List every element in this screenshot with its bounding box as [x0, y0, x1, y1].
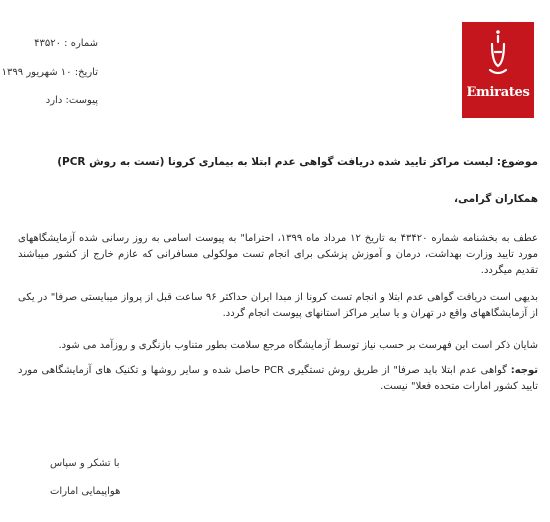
paragraph-circular-reference: عطف به بخشنامه شماره ۴۳۴۲۰ به تاریخ ۱۲ مرداد ماه ۱۳۹۹، احتراما" به پیوست اسامی به روز رسانی شده آزمایشگاههای مورد تایید وزارت بهداشت، درمان و آموزش پزشکی برای انجام تست مولکولی مسافرانی که عازم خارج از کشور میباشند تقدیم میگردد.: [18, 233, 538, 276]
letter-subject: موضوع: لیست مراکز تایید شده دریافت گواهی عدم ابتلا به بیماری کرونا (تست به روش PCR): [57, 156, 538, 168]
paragraph-test-requirement: بدیهی است دریافت گواهی عدم ابتلا و انجام تست کرونا از مبدا ایران حداکثر ۹۶ ساعت قبل از پرواز میبایستی صرفا" در یکی از آزمایشگاههای واقع در تهران و یا سایر مراکز استانهای پیوست انجام گردد.: [18, 292, 538, 319]
letter-date: تاریخ: ۱۰ شهریور ۱۳۹۹: [1, 67, 98, 78]
signature-sender: هواپیمایی امارات: [50, 486, 121, 497]
emirates-calligraphy-icon: [462, 22, 534, 118]
letter-number: شماره : ۴۳۵۲۰: [34, 38, 98, 49]
paragraph-list-update: شایان ذکر است این فهرست بر حسب نیاز توسط آزمایشگاه مرجع سلامت بطور متناوب بازنگری و روزآمد می شود.: [58, 340, 538, 351]
note-text: گواهی عدم ابتلا باید صرفا" از طریق روش تستگیری PCR حاصل شده و سایر روشها و تکنیک های آزمایشگاهی مورد تایید کشور امارات متحده فعلا" نیست.: [18, 365, 538, 392]
letter-attachment: پیوست: دارد: [45, 95, 98, 106]
emirates-logo: [462, 22, 534, 118]
note-label: توجه:: [510, 365, 538, 376]
closing-thanks: با تشکر و سپاس: [50, 458, 120, 469]
letter-greeting: همکاران گرامی،: [454, 193, 538, 205]
paragraph-note: [18, 363, 538, 395]
logo-wordmark: Emirates: [466, 85, 530, 100]
